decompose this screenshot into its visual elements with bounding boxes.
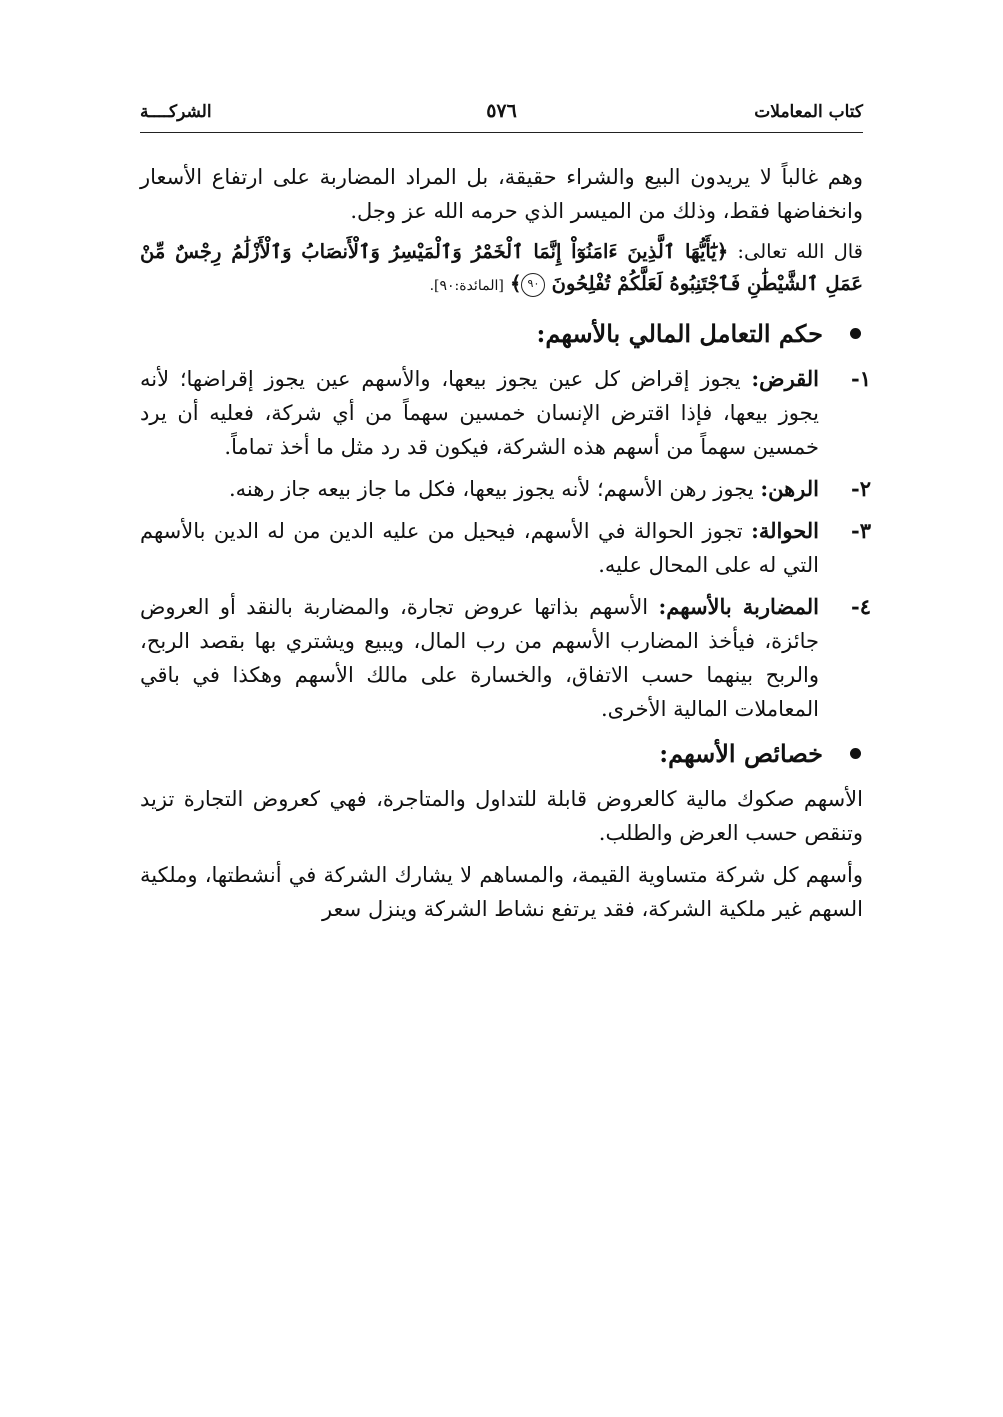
section-title: خصائص الأسهم: — [659, 739, 823, 768]
intro-paragraph: وهم غالباً لا يريدون البيع والشراء حقيقة، بل المراد المضاربة على ارتفاع الأسعار وانخفاضها فقط، وذلك من الميسر الذي حرمه الله عز وجل. — [140, 165, 863, 223]
list-item-speculation — [140, 590, 871, 726]
book-title: كتاب المعاملات — [754, 102, 863, 122]
verse-text: ﴿يَٰٓأَيُّهَا ٱلَّذِينَ ءَامَنُوٓاْ إِنَّمَا ٱلْخَمْرُ وَٱلْمَيْسِرُ وَٱلْأَنصَابُ وَٱلْأَزْلَٰمُ رِجْسٌ مِّنْ عَمَلِ ٱلشَّيْطَٰنِ فَٱجْتَنِبُوهُ لَعَلَّكُمْ تُفْلِحُونَ — [140, 240, 863, 295]
section-title: حكم التعامل المالي بالأسهم: — [536, 319, 823, 348]
item-text: الأسهم بذاتها عروض تجارة، والمضاربة بالنقد أو العروض جائزة، فيأخذ المضارب الأسهم من رب المال، ويبيع ويشتري بها بقصد الربح، والربح بينهما حسب الاتفاق، والخسارة على مالك الأسهم وهكذا في باقي المعاملات المالية الأخرى. — [140, 595, 819, 721]
list-item-loan — [140, 362, 871, 464]
item-term: الرهن: — [760, 476, 819, 501]
bullet-icon — [850, 748, 861, 759]
item-number: ١- — [851, 366, 871, 391]
item-number: ٢- — [851, 476, 871, 501]
section-heading-share-dealing — [140, 314, 863, 354]
verse-quote — [140, 236, 863, 302]
item-term: المضاربة بالأسهم: — [658, 594, 820, 619]
chapter-title: الشركــــة — [140, 102, 212, 122]
item-number: ٣- — [851, 518, 871, 543]
section-heading-share-features — [140, 734, 863, 774]
verse-close: ﴾ — [510, 272, 522, 295]
page-number: ٥٧٦ — [486, 100, 517, 122]
list-item-pledge — [140, 472, 871, 506]
item-number: ٤- — [851, 594, 871, 619]
features-paragraph-2: وأسهم كل شركة متساوية القيمة، والمساهم لا يشارك الشركة في أنشطتها، وملكية السهم غير ملكية الشركة، فقد يرتفع نشاط الشركة وينزل سعر — [140, 863, 863, 921]
running-header — [140, 96, 863, 133]
verse-lead: قال الله تعالى: — [737, 240, 864, 263]
list-item-transfer — [140, 514, 871, 582]
ayah-number: ٩٠ — [521, 273, 545, 297]
page-body — [140, 160, 871, 934]
item-term: الحوالة: — [751, 518, 819, 543]
features-paragraph-1: الأسهم صكوك مالية كالعروض قابلة للتداول والمتاجرة، فهي كعروض التجارة تزيد وتنقص حسب العرض والطلب. — [140, 787, 863, 845]
item-text: تجوز الحوالة في الأسهم، فيحيل من عليه الدين من له الدين بالأسهم التي له على المحال عليه. — [140, 519, 819, 577]
verse-reference: [المائدة:٩٠]. — [429, 278, 504, 294]
bullet-icon — [850, 328, 861, 339]
item-term: القرض: — [751, 366, 820, 391]
item-text: يجوز رهن الأسهم؛ لأنه يجوز بيعها، فكل ما جاز بيعه جاز رهنه. — [228, 477, 754, 501]
item-text: يجوز إقراض كل عين يجوز بيعها، والأسهم عين يجوز إقراضها؛ لأنه يجوز بيعها، فإذا اقترض الإنسان خمسين سهماً من أي شركة، فعليه أن يرد خمسين سهماً من أسهم هذه الشركة، فيكون قد رد مثل ما أخذ تماماً. — [140, 367, 819, 459]
